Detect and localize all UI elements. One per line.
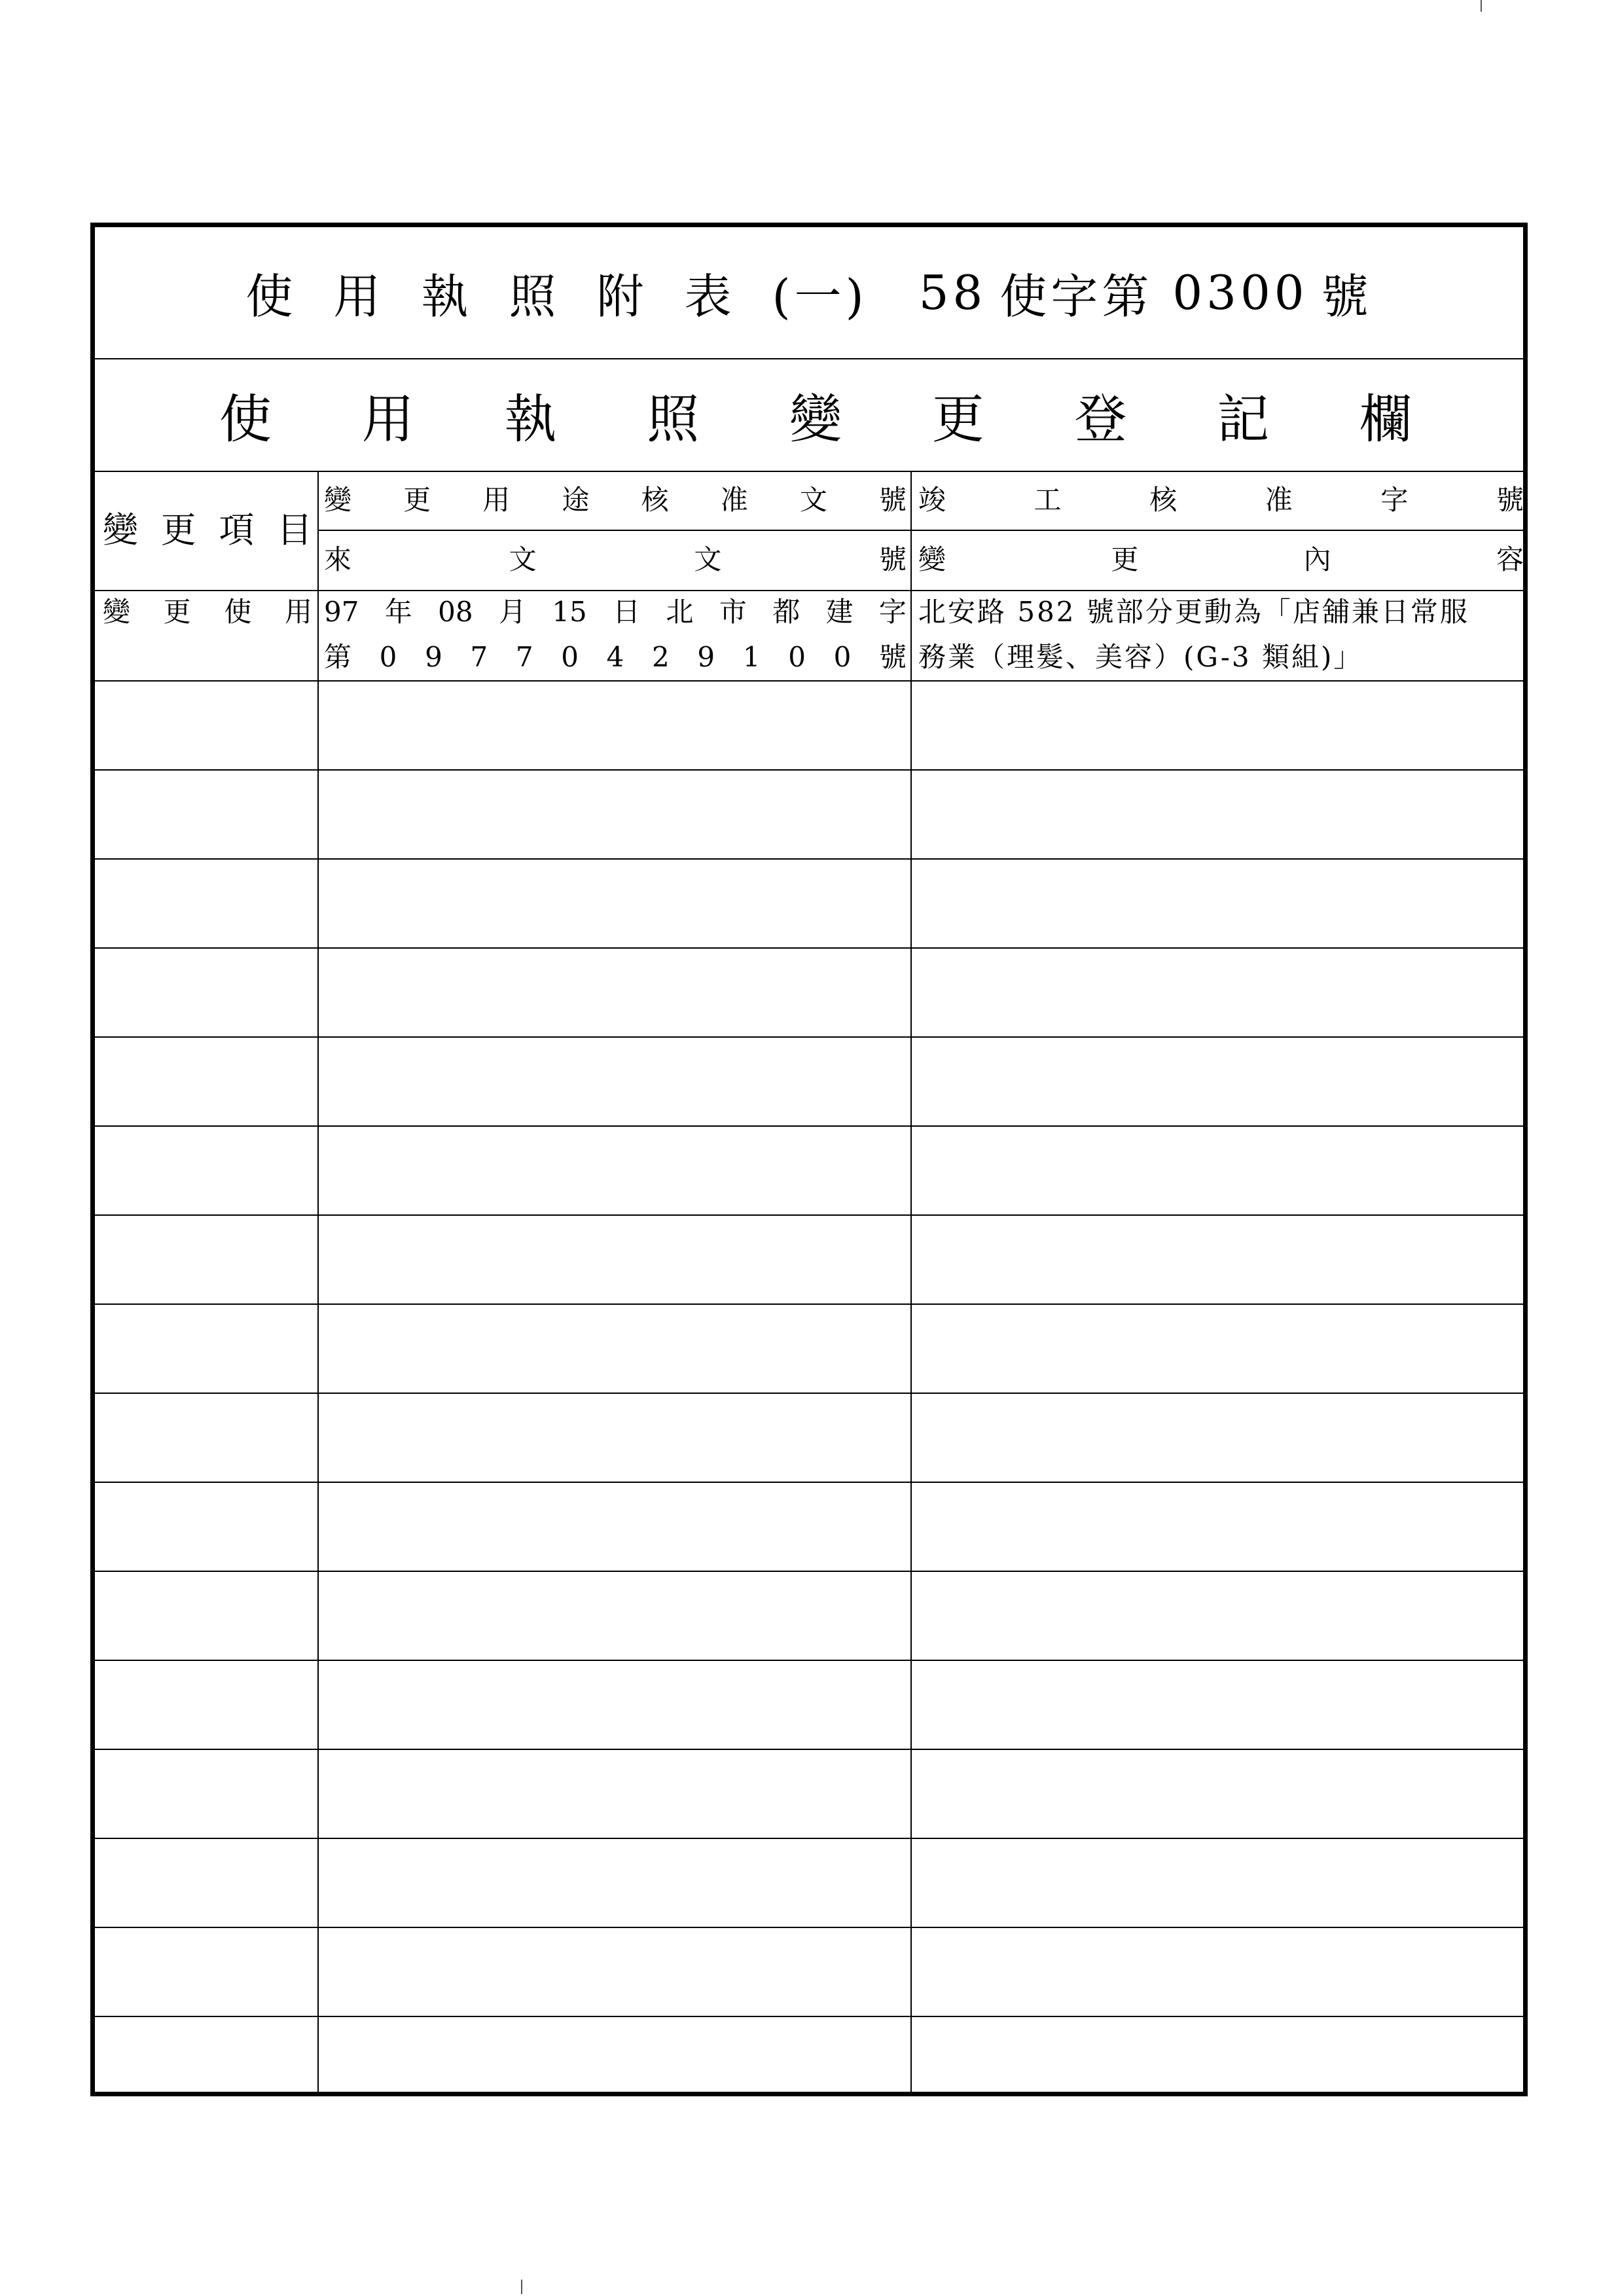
title-part: 附 xyxy=(596,269,648,324)
row-divider xyxy=(95,1927,1523,1928)
title-part: 使 xyxy=(245,269,297,324)
row-divider xyxy=(95,1749,1523,1750)
row-content-line-1: 北安路 582 號部分更動為「店舖兼日常服 xyxy=(918,596,1469,628)
row-change-item: 變 更 使 用 xyxy=(103,596,312,628)
heading-char: 更 xyxy=(931,388,984,450)
heading-char: 照 xyxy=(647,388,700,450)
license-attachment-table xyxy=(90,223,1528,2096)
title-part: 使字第 xyxy=(999,269,1153,324)
heading-char: 記 xyxy=(1217,388,1270,450)
title-part: 號 xyxy=(1321,269,1373,324)
row-divider xyxy=(95,1571,1523,1572)
row-divider xyxy=(95,1214,1523,1216)
title-part: (一) xyxy=(772,269,868,324)
row-divider xyxy=(95,1393,1523,1394)
row-divider xyxy=(95,1036,1523,1038)
title-part: 0300 xyxy=(1172,265,1308,320)
row-divider xyxy=(95,1660,1523,1661)
row-divider xyxy=(95,1303,1523,1305)
row-divider xyxy=(95,769,1523,771)
header-incoming-doc-no: 來 文 文 號 xyxy=(324,543,907,575)
header-change-content: 變 更 內 容 xyxy=(918,543,1524,575)
document-title xyxy=(95,227,1523,358)
column-divider xyxy=(910,471,912,2092)
row-divider xyxy=(95,680,1523,682)
row-divider xyxy=(95,1482,1523,1483)
title-part: 用 xyxy=(333,269,385,324)
title-part: 執 xyxy=(421,269,473,324)
heading-char: 欄 xyxy=(1359,388,1412,450)
column-divider xyxy=(317,471,319,2092)
row-divider xyxy=(95,1125,1523,1127)
heading-char: 變 xyxy=(789,388,842,450)
section-heading xyxy=(95,358,1523,471)
row-divider xyxy=(95,858,1523,860)
row-doc-line-2: 第 0 9 7 7 0 4 2 9 1 0 0 號 xyxy=(324,641,907,673)
header-change-item: 變 更 項 目 xyxy=(103,509,312,551)
title-part: 58 xyxy=(918,265,987,320)
header-approval-doc-no: 變 更 用 途 核 准 文 號 xyxy=(324,484,907,516)
row-doc-line-1: 97 年 08 月 15 日 北 市 都 建 字 xyxy=(324,596,907,628)
row-divider xyxy=(95,2016,1523,2017)
header-completion-approval-no: 竣 工 核 准 字 號 xyxy=(918,484,1524,516)
title-part: 表 xyxy=(684,269,736,324)
heading-char: 執 xyxy=(504,388,557,450)
title-part: 照 xyxy=(509,269,560,324)
heading-char: 使 xyxy=(219,388,272,450)
scan-mark xyxy=(521,2280,522,2294)
row-divider xyxy=(95,947,1523,949)
row-content-line-2: 務業（理髮、美容）(G-3 類組)」 xyxy=(918,641,1363,673)
heading-char: 登 xyxy=(1074,388,1127,450)
row-divider xyxy=(95,1838,1523,1839)
scan-mark xyxy=(1481,0,1482,12)
heading-char: 用 xyxy=(361,388,414,450)
